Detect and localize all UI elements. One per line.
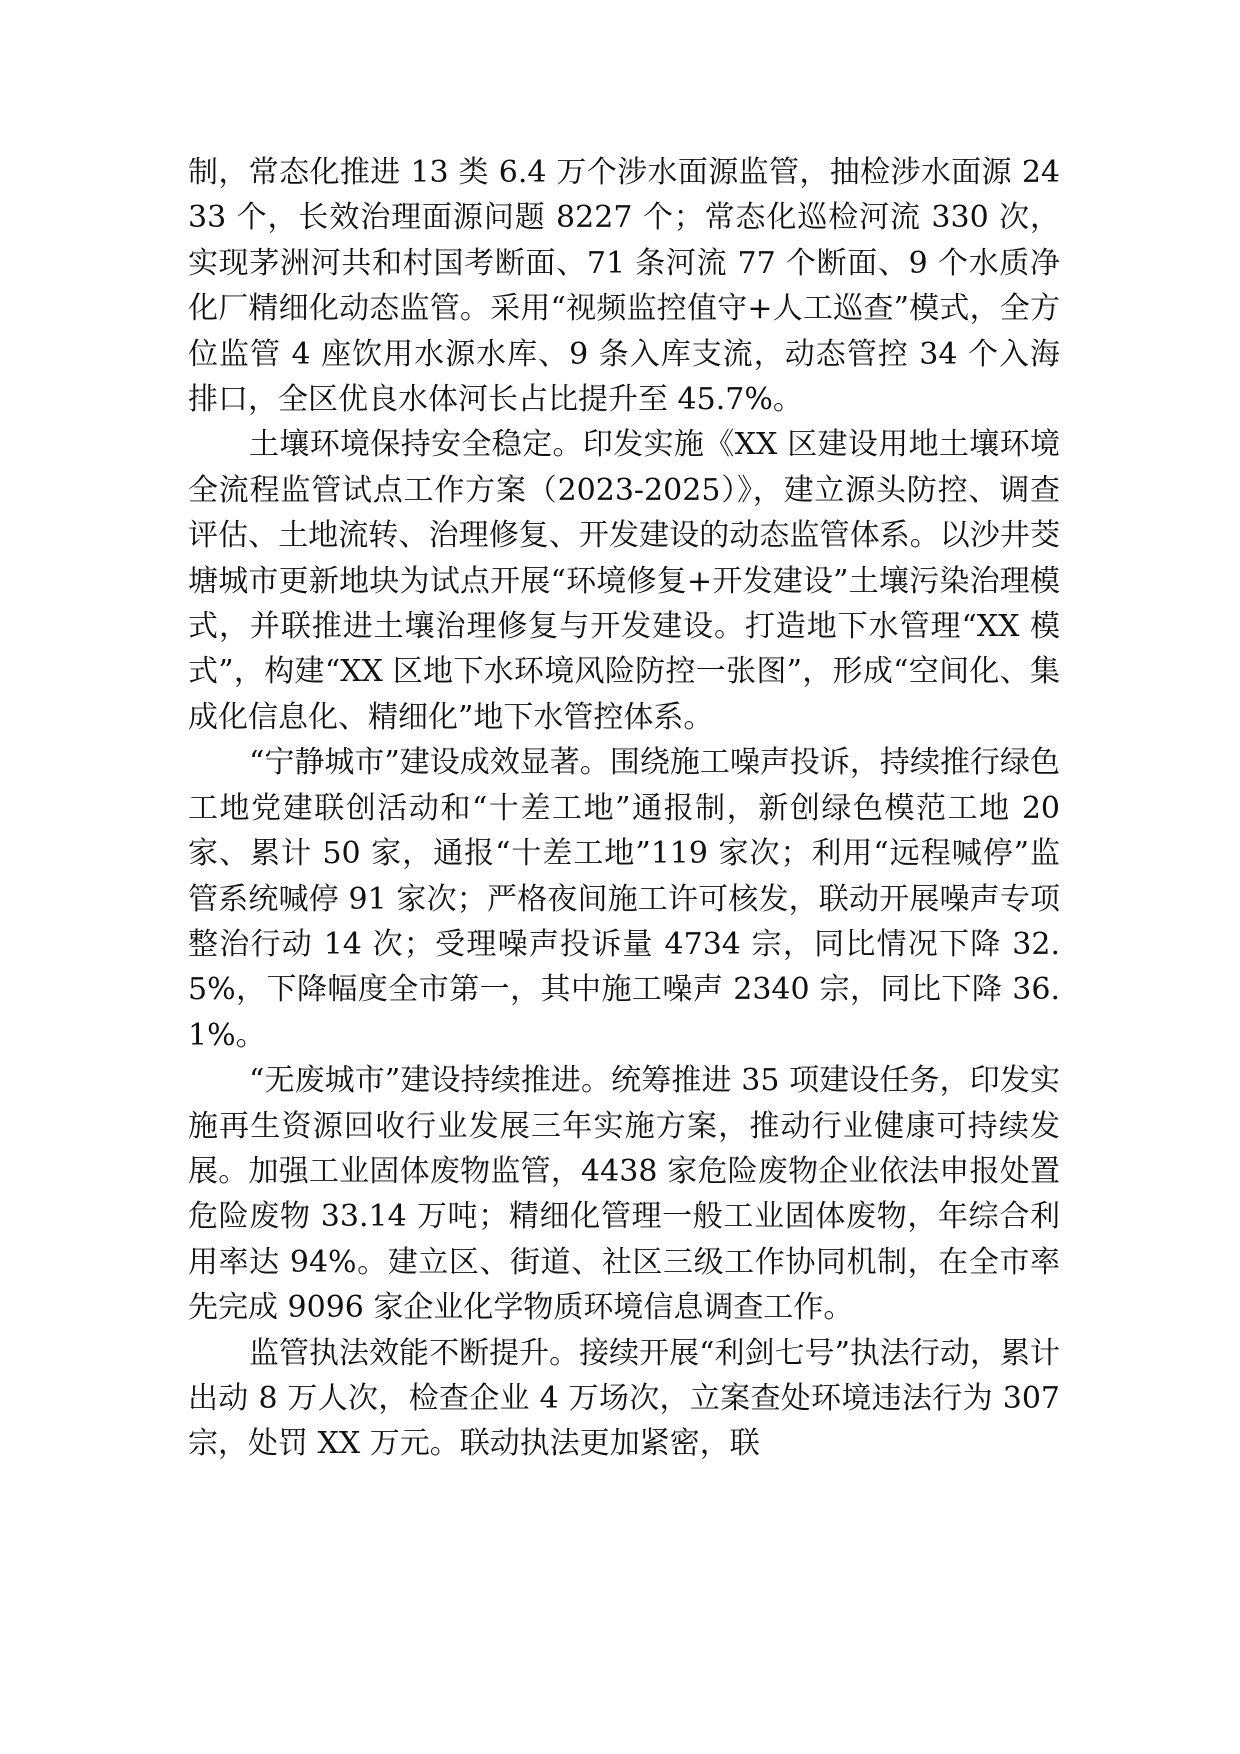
paragraph-enforcement: 监管执法效能不断提升。接续开展“利剑七号”执法行动，累计出动 8 万人次，检查企业 4 万场次，立案查处环境违法行为 307 宗，处罚 XX 万元。联动执法更加紧密，联: [188, 1335, 1060, 1462]
paragraph-quiet-city: “宁静城市”建设成效显著。围绕施工噪声投诉，持续推行绿色工地党建联创活动和“十差工地”通报制，新创绿色模范工地 20 家、累计 50 家，通报“十差工地”119 家次；利用“远程喊停”监管系统喊停 91 家次；严格夜间施工许可核发，联动开展噪声专项整治行动 14 次；受理噪声投诉量 4734 宗，同比情况下降 32.5%，下降幅度全市第一，其中施工噪声 2340 宗，同比下降 36.1%。: [188, 745, 1060, 1053]
paragraph-zero-waste-city: “无废城市”建设持续推进。统筹推进 35 项建设任务，印发实施再生资源回收行业发展三年实施方案，推动行业健康可持续发展。加强工业固体废物监管，4438 家危险废物企业依法申报处置危险废物 33.14 万吨；精细化管理一般工业固体废物，年综合利用率达 94%。建立区、街道、社区三级工作协同机制，在全市率先完成 9096 家企业化学物质环境信息调查工作。: [188, 1063, 1060, 1326]
document-body: [188, 150, 1060, 1467]
paragraph-soil-environment: 土壤环境保持安全稳定。印发实施《XX 区建设用地土壤环境全流程监管试点工作方案（2023-2025）》，建立源头防控、调查评估、土地流转、治理修复、开发建设的动态监管体系。以沙井茭塘城市更新地块为试点开展“环境修复+开发建设”土壤污染治理模式，并联推进土壤治理修复与开发建设。打造地下水管理“XX 模式”，构建“XX 区地下水环境风险防控一张图”，形成“空间化、集成化信息化、精细化”地下水管控体系。: [188, 427, 1060, 735]
paragraph-water-supervision: 制，常态化推进 13 类 6.4 万个涉水面源监管，抽检涉水面源 2433 个，长效治理面源问题 8227 个；常态化巡检河流 330 次，实现茅洲河共和村国考断面、71 条河流 77 个断面、9 个水质净化厂精细化动态监管。采用“视频监控值守+人工巡查”模式，全方位监管 4 座饮用水源水库、9 条入库支流，动态管控 34 个入海排口，全区优良水体河长占比提升至 45.7%。: [188, 155, 1060, 418]
